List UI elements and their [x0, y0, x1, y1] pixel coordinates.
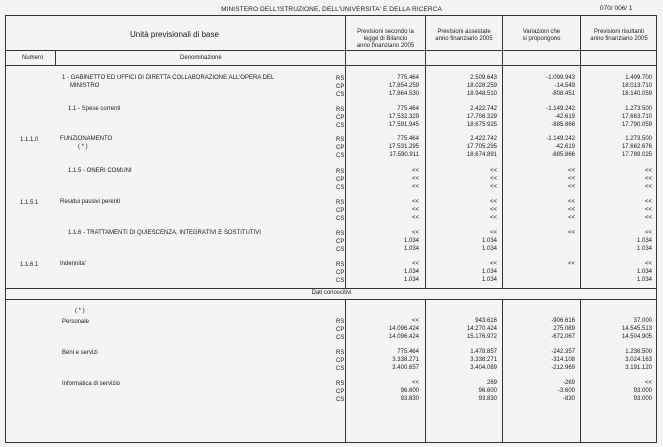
cell-value: 17.531.295 [388, 144, 419, 150]
cell-value: 3.338.271 [392, 357, 419, 363]
cell-value: 1.034 [636, 269, 652, 275]
cell-value: << [411, 380, 419, 386]
cell-value: << [489, 230, 497, 236]
row-code: CS [336, 397, 345, 403]
cell-value: << [411, 230, 419, 236]
cell-value: -42.619 [554, 114, 575, 120]
cell-value: 1.034 [403, 277, 419, 283]
numero-header: Numero [22, 55, 44, 61]
cell-value: 3.338.271 [470, 357, 497, 363]
dati-label: Personale [62, 319, 90, 325]
cell-value: 3.024.163 [625, 357, 652, 363]
cell-value: << [411, 261, 419, 267]
cell-value: << [644, 176, 652, 182]
cell-value: 775.464 [397, 349, 419, 355]
row-code: CS [336, 153, 345, 159]
cell-value: << [567, 230, 575, 236]
cell-value: 93.000 [633, 388, 652, 394]
row-code: CS [336, 92, 345, 98]
cell-value: 775.464 [397, 75, 419, 81]
cell-value: << [411, 215, 419, 221]
cell-value: << [411, 207, 419, 213]
page-number: 070/ 006/ 1 [600, 5, 633, 12]
cell-value: << [567, 176, 575, 182]
cell-value: 1.236.500 [625, 349, 652, 355]
col-divider-3 [502, 15, 503, 288]
cell-value: 96.600 [400, 388, 419, 394]
col1-header: Previsioni secondo la legge di Bilancio anno finanziario 2005 [356, 29, 415, 49]
row-code: RS [336, 107, 345, 113]
row-code: RS [336, 262, 345, 268]
cell-value: << [644, 230, 652, 236]
cell-value: 1.034 [481, 238, 497, 244]
cell-value: -3.600 [557, 388, 575, 394]
cell-value: 1.034 [403, 246, 419, 252]
cell-value: 15.176.972 [466, 334, 497, 340]
row-label: Residui passivi perenti [60, 199, 121, 205]
col2-header: Previsioni assestate anno finanziario 2005 [435, 29, 493, 42]
cell-value: << [644, 215, 652, 221]
numero-divider [55, 50, 56, 65]
row-code: RS [336, 231, 345, 237]
row-code: CP [336, 270, 345, 276]
row-code: CP [336, 327, 345, 333]
row-code: RS [336, 169, 345, 175]
row-label: MINISTRO [70, 83, 100, 89]
row-code: CS [336, 247, 345, 253]
row-code: CS [336, 123, 345, 129]
cell-value: 1.034 [403, 269, 419, 275]
cell-value: 1.034 [481, 269, 497, 275]
row-code: RS [336, 350, 345, 356]
cell-value: -212.969 [551, 365, 575, 371]
row-number: 1.1.6.1 [20, 262, 39, 268]
cell-value: 2.422.742 [470, 136, 497, 142]
col-divider-2b [425, 299, 426, 443]
cell-value: 17.706.329 [466, 114, 497, 120]
col-divider-1 [345, 15, 346, 288]
cell-value: 1.478.857 [470, 349, 497, 355]
cell-value: << [411, 176, 419, 182]
row-number: 1.1.1.0 [20, 137, 39, 143]
cell-value: -830 [562, 396, 575, 402]
cell-value: 93.830 [400, 396, 419, 402]
dati-conoscitivi-title: Dati conoscitivi [311, 290, 352, 296]
cell-value: << [489, 176, 497, 182]
cell-value: 1.409.700 [625, 75, 652, 81]
cell-value: -808.451 [551, 91, 575, 97]
cell-value: 17.789.025 [621, 152, 652, 158]
cell-value: 17.854.259 [388, 83, 419, 89]
cell-value: 943.616 [475, 318, 497, 324]
row-code: CS [336, 185, 345, 191]
cell-value: 14.096.424 [388, 334, 419, 340]
row-code: RS [336, 200, 345, 206]
cell-value: << [411, 184, 419, 190]
cell-value: << [567, 261, 575, 267]
cell-value: 2.509.643 [470, 75, 497, 81]
cell-value: 18.948.510 [466, 91, 497, 97]
cell-value: 1.034 [403, 238, 419, 244]
cell-value: 37.000 [633, 318, 652, 324]
row-code: RS [336, 137, 345, 143]
cell-value: 3.404.089 [470, 365, 497, 371]
col-divider-4b [580, 299, 581, 443]
row-code: CP [336, 115, 345, 121]
row-code: CS [336, 366, 345, 372]
cell-value: 1.273.500 [625, 136, 652, 142]
header-divider [5, 50, 657, 51]
cell-value: -906.616 [551, 318, 575, 324]
cell-value: 1.034 [636, 277, 652, 283]
cell-value: 1.034 [636, 246, 652, 252]
cell-value: 1.034 [636, 238, 652, 244]
cell-value: 18.675.925 [466, 122, 497, 128]
row-code: CS [336, 216, 345, 222]
cell-value: << [411, 318, 419, 324]
cell-value: << [489, 261, 497, 267]
subheader-divider [5, 65, 657, 66]
row-code: CP [336, 84, 345, 90]
row-code: RS [336, 319, 345, 325]
row-label: 1.1.5 - ONERI COMUNI [68, 168, 132, 174]
cell-value: << [567, 207, 575, 213]
cell-value: 275.089 [553, 326, 575, 332]
cell-value: 17.591.945 [388, 122, 419, 128]
cell-value: 14.545.513 [621, 326, 652, 332]
cell-value: 96.600 [478, 388, 497, 394]
cell-value: << [644, 168, 652, 174]
cell-value: 17.662.676 [621, 144, 652, 150]
cell-value: 2.422.742 [470, 106, 497, 112]
row-code: CP [336, 208, 345, 214]
cell-value: 269 [486, 380, 497, 386]
cell-value: << [489, 199, 497, 205]
row-code: CP [336, 239, 345, 245]
cell-value: 775.464 [397, 106, 419, 112]
dati-label: Beni e servizi [62, 350, 98, 356]
section-divider-bottom [5, 299, 657, 300]
dati-star-note: ( * ) [75, 308, 85, 314]
cell-value: -672.067 [551, 334, 575, 340]
cell-value: -314.108 [551, 357, 575, 363]
row-code: CP [336, 389, 345, 395]
row-code: CS [336, 278, 345, 284]
cell-value: 14.270.424 [466, 326, 497, 332]
cell-value: -1.149.242 [546, 136, 575, 142]
cell-value: 18.013.710 [621, 83, 652, 89]
row-label: 1.1.6 - TRATTAMENTI DI QUIESCENZA, INTEGRATIVI E SOSTITUTIVI [68, 230, 261, 236]
cell-value: -885.866 [551, 122, 575, 128]
cell-value: << [411, 168, 419, 174]
row-number: 1.1.5.1 [20, 200, 39, 206]
cell-value: 93.000 [633, 396, 652, 402]
cell-value: -885.866 [551, 152, 575, 158]
row-code: CP [336, 145, 345, 151]
cell-value: 3.400.657 [392, 365, 419, 371]
cell-value: << [567, 199, 575, 205]
col-divider-2 [425, 15, 426, 288]
cell-value: 18.140.059 [621, 91, 652, 97]
cell-value: -1.149.242 [546, 106, 575, 112]
col-divider-4 [580, 15, 581, 288]
unit-title: Unità previsionali di base [130, 30, 219, 39]
cell-value: 17.532.329 [388, 114, 419, 120]
cell-value: << [567, 215, 575, 221]
cell-value: 17.663.710 [621, 114, 652, 120]
cell-value: 775.464 [397, 136, 419, 142]
cell-value: 17.864.530 [388, 91, 419, 97]
row-code: CP [336, 358, 345, 364]
cell-value: 14.096.424 [388, 326, 419, 332]
cell-value: << [644, 380, 652, 386]
row-label: 1.1 - Spese correnti [68, 106, 121, 112]
row-label: 1 - GABINETTO ED UFFICI DI DIRETTA COLLABORAZIONE ALL'OPERA DEL [62, 75, 275, 81]
cell-value: << [489, 207, 497, 213]
cell-value: 1.034 [481, 246, 497, 252]
cell-value: << [489, 168, 497, 174]
cell-value: 18.674.891 [466, 152, 497, 158]
dati-label: Informatica di servizio [62, 381, 121, 387]
cell-value: -242.357 [551, 349, 575, 355]
row-code: RS [336, 381, 345, 387]
cell-value: 1.034 [481, 277, 497, 283]
section-divider-top [5, 288, 657, 289]
row-label: FUNZIONAMENTO [60, 136, 113, 142]
cell-value: << [567, 184, 575, 190]
cell-value: 18.028.259 [466, 83, 497, 89]
col3-header: Variazioni che si propongono [522, 29, 561, 42]
col-divider-1b [345, 299, 346, 443]
cell-value: << [644, 207, 652, 213]
row-label: ( * ) [78, 144, 88, 150]
cell-value: << [644, 199, 652, 205]
cell-value: 93.830 [478, 396, 497, 402]
cell-value: << [411, 199, 419, 205]
cell-value: 1.273.500 [625, 106, 652, 112]
row-code: CS [336, 335, 345, 341]
cell-value: 3.191.120 [625, 365, 652, 371]
cell-value: 14.504.905 [621, 334, 652, 340]
cell-value: -269 [562, 380, 575, 386]
col-divider-3b [502, 299, 503, 443]
cell-value: << [644, 261, 652, 267]
cell-value: << [489, 184, 497, 190]
denominazione-header: Denominazione [180, 55, 222, 61]
row-label: Indennita' [60, 261, 86, 267]
cell-value: << [489, 215, 497, 221]
cell-value: -42.619 [554, 144, 575, 150]
ministry-header: MINISTERO DELL'ISTRUZIONE, DELL'UNIVERSITA' E DELLA RICERCA [221, 6, 442, 13]
cell-value: 17.790.059 [621, 122, 652, 128]
cell-value: << [644, 184, 652, 190]
cell-value: << [567, 168, 575, 174]
col4-header: Previsioni risultanti anno finanziario 2005 [590, 29, 648, 42]
row-code: CP [336, 177, 345, 183]
cell-value: 17.705.295 [466, 144, 497, 150]
cell-value: -14.549 [554, 83, 575, 89]
cell-value: -1.099.943 [546, 75, 575, 81]
row-code: RS [336, 76, 345, 82]
cell-value: 17.590.911 [389, 152, 419, 158]
